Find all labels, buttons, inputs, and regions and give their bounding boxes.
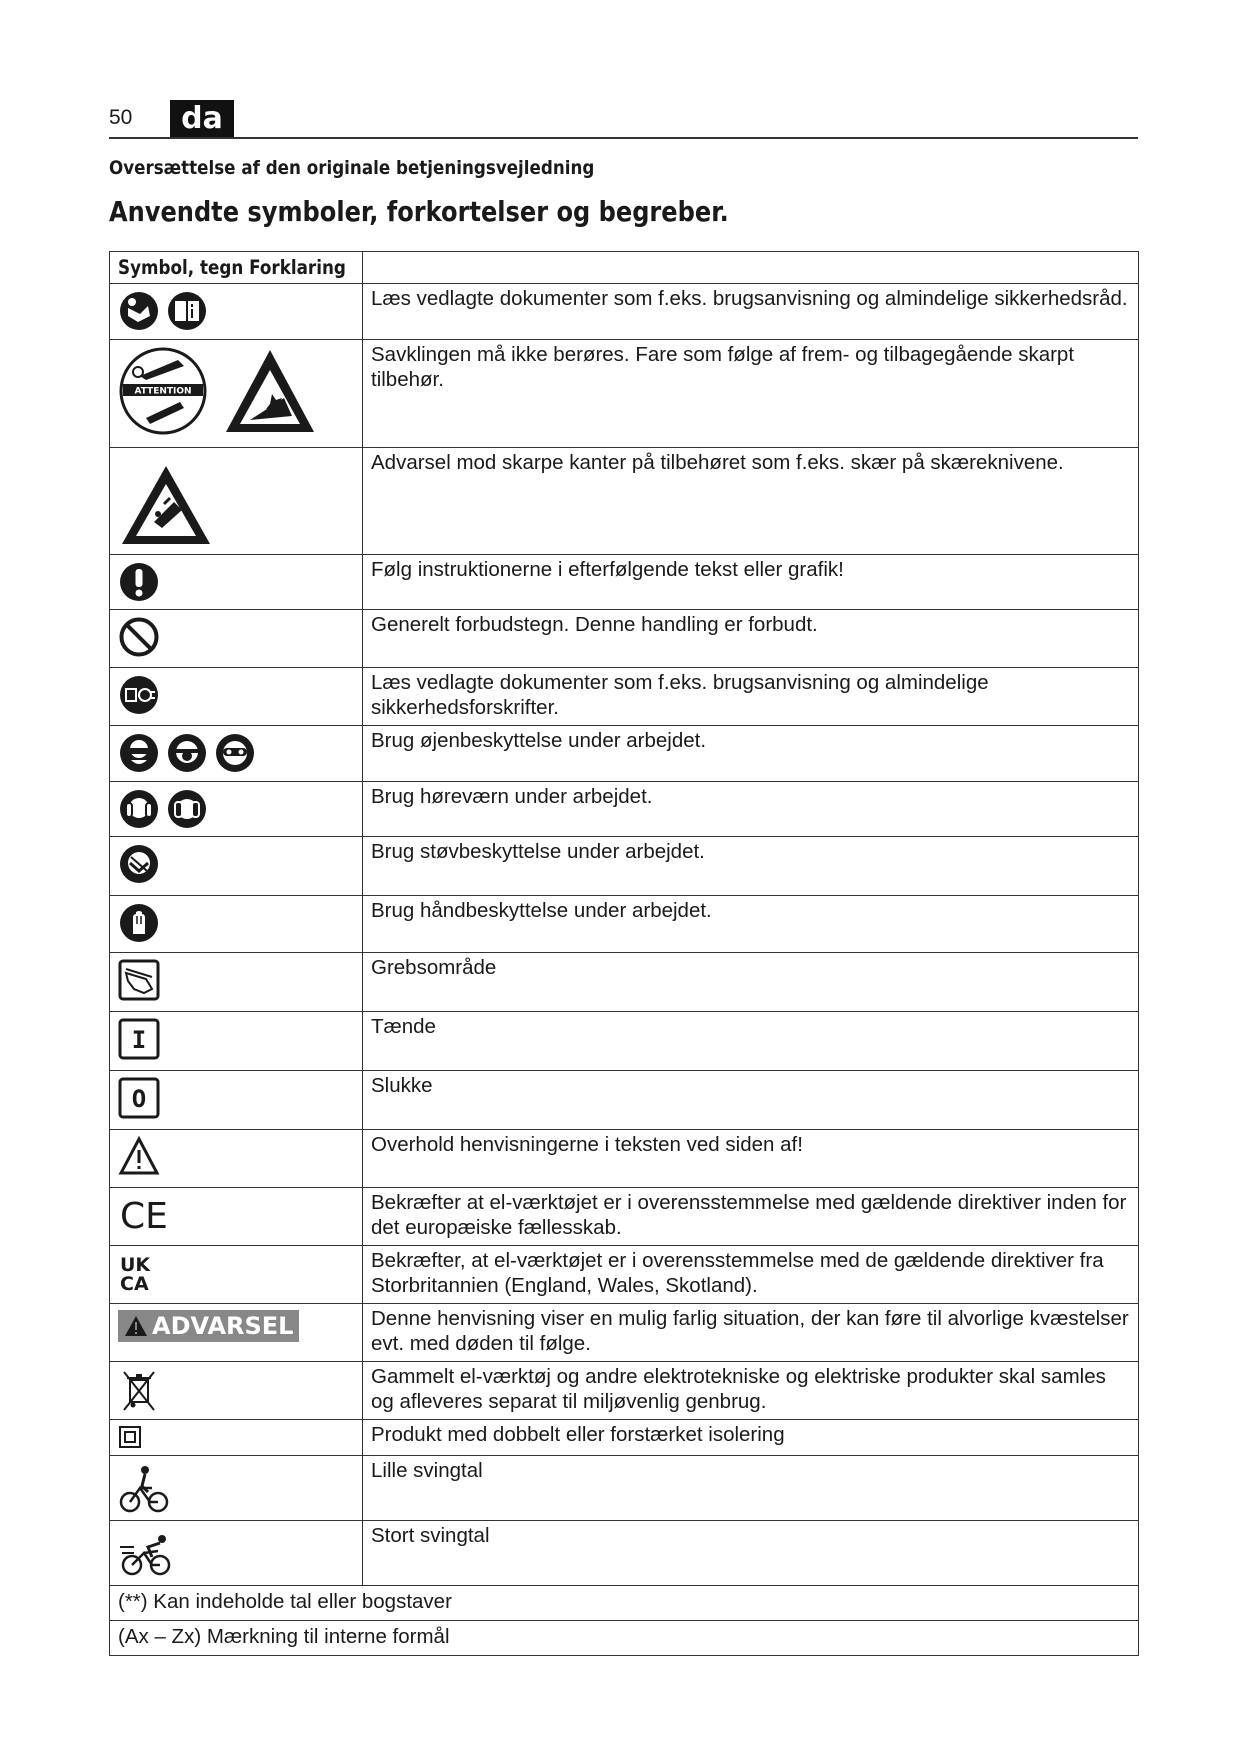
safety-goggles-icon <box>118 732 160 774</box>
read-manual-person-icon <box>118 290 160 332</box>
sharp-accessory-warning-icon <box>222 346 318 436</box>
double-insulation-icon <box>118 1425 142 1449</box>
explanation-cell: Bekræfter at el-værktøjet er i overensstemmelse med gældende direktiver inden for det europæiske fællesskab. <box>363 1188 1139 1246</box>
svg-text:ATTENTION: ATTENTION <box>134 386 192 397</box>
explanation-cell: Læs vedlagte dokumenter som f.eks. brugsanvisning og almindelige sikkerhedsråd. <box>363 284 1139 340</box>
explanation-cell: Læs vedlagte dokumenter som f.eks. brugsanvisning og almindelige sikkerhedsforskrifter. <box>363 668 1139 726</box>
explanation-cell: Slukke <box>363 1071 1139 1130</box>
symbol-cell <box>110 1456 363 1521</box>
explanation-cell: Stort svingtal <box>363 1521 1139 1586</box>
page-title: Anvendte symboler, forkortelser og begreber. <box>109 195 729 228</box>
do-not-touch-blade-icon <box>118 346 208 436</box>
svg-text:CA: CA <box>120 1273 149 1294</box>
symbol-cell <box>110 284 363 340</box>
eye-protection-icon <box>214 732 256 774</box>
power-on-icon <box>118 1018 160 1060</box>
explanation-cell: Produkt med dobbelt eller forstærket isolering <box>363 1420 1139 1456</box>
weee-crossed-bin-icon <box>118 1368 160 1412</box>
explanation-cell: Følg instruktionerne i efterfølgende tekst eller grafik! <box>363 555 1139 610</box>
explanation-cell: Bekræfter, at el-værktøjet er i overensstemmelse med de gældende direktiver fra Storbritannien (England, Wales, Skotland). <box>363 1246 1139 1304</box>
symbol-cell <box>110 1188 363 1246</box>
symbol-cell <box>110 555 363 610</box>
column-header-explanation <box>363 252 1139 284</box>
symbol-table <box>109 251 1139 1656</box>
language-badge: da <box>170 100 234 138</box>
power-off-icon <box>118 1077 160 1119</box>
hearing-protection-icon <box>166 788 208 830</box>
symbol-cell <box>110 340 363 448</box>
symbol-cell <box>110 448 363 555</box>
face-shield-icon <box>166 732 208 774</box>
column-header-symbol: Symbol, tegn Forklaring <box>110 252 363 284</box>
manual-book-icon <box>166 290 208 332</box>
prohibition-icon <box>118 616 160 658</box>
high-speed-bicycle-icon <box>118 1527 174 1579</box>
symbol-cell <box>110 726 363 782</box>
explanation-cell: Lille svingtal <box>363 1456 1139 1521</box>
safety-gloves-icon <box>118 902 160 944</box>
explanation-cell: Brug håndbeskyttelse under arbejdet. <box>363 896 1139 953</box>
header-rule <box>109 137 1138 139</box>
warning-icon <box>124 1315 148 1337</box>
low-speed-bicycle-icon <box>118 1462 170 1514</box>
symbol-cell <box>110 1246 363 1304</box>
symbol-cell <box>110 1071 363 1130</box>
symbol-cell <box>110 1362 363 1420</box>
warning-triangle-icon <box>118 1136 160 1176</box>
ce-mark-icon <box>118 1194 168 1236</box>
footnote: (**) Kan indeholde tal eller bogstaver <box>110 1586 1139 1621</box>
sharp-edges-warning-icon <box>118 462 214 548</box>
explanation-cell: Advarsel mod skarpe kanter på tilbehøret som f.eks. skær på skæreknivene. <box>363 448 1139 555</box>
explanation-cell: Overhold henvisningerne i teksten ved siden af! <box>363 1130 1139 1188</box>
explanation-cell: Grebsområde <box>363 953 1139 1012</box>
symbol-cell <box>110 1304 363 1362</box>
explanation-cell: Gammelt el-værktøj og andre elektrotekniske og elektriske produkter skal samles og afleveres separat til miljøvenlig genbrug. <box>363 1362 1139 1420</box>
advarsel-label: ADVARSEL <box>118 1310 299 1342</box>
symbol-cell <box>110 896 363 953</box>
svg-text:CE: CE <box>120 1196 168 1236</box>
symbol-cell <box>110 1521 363 1586</box>
symbol-cell <box>110 1130 363 1188</box>
symbol-cell <box>110 953 363 1012</box>
explanation-cell: Tænde <box>363 1012 1139 1071</box>
symbol-cell <box>110 610 363 668</box>
explanation-cell: Savklingen må ikke berøres. Fare som følge af frem- og tilbagegående skarpt tilbehør. <box>363 340 1139 448</box>
symbol-cell <box>110 1420 363 1456</box>
symbol-cell <box>110 1012 363 1071</box>
svg-text:I: I <box>131 1026 147 1054</box>
dust-mask-icon <box>118 843 160 885</box>
symbol-cell <box>110 668 363 726</box>
ukca-mark-icon <box>118 1252 158 1294</box>
subtitle: Oversættelse af den originale betjeningsvejledning <box>109 157 595 179</box>
footnote: (Ax – Zx) Mærkning til interne formål <box>110 1621 1139 1656</box>
explanation-cell: Brug øjenbeskyttelse under arbejdet. <box>363 726 1139 782</box>
svg-text:O: O <box>131 1085 147 1113</box>
explanation-cell: Brug høreværn under arbejdet. <box>363 782 1139 837</box>
page-number: 50 <box>109 106 133 129</box>
explanation-cell: Generelt forbudstegn. Denne handling er forbudt. <box>363 610 1139 668</box>
symbol-cell <box>110 782 363 837</box>
explanation-cell: Brug støvbeskyttelse under arbejdet. <box>363 837 1139 896</box>
explanation-cell: Denne henvisning viser en mulig farlig situation, der kan føre til alvorlige kvæstelser evt. med døden til følge. <box>363 1304 1139 1362</box>
svg-text:UK: UK <box>120 1254 151 1276</box>
grip-area-icon <box>118 959 160 1001</box>
unplug-before-service-icon <box>118 674 160 716</box>
mandatory-exclamation-icon <box>118 561 160 603</box>
ear-protection-icon <box>118 788 160 830</box>
symbol-cell <box>110 837 363 896</box>
